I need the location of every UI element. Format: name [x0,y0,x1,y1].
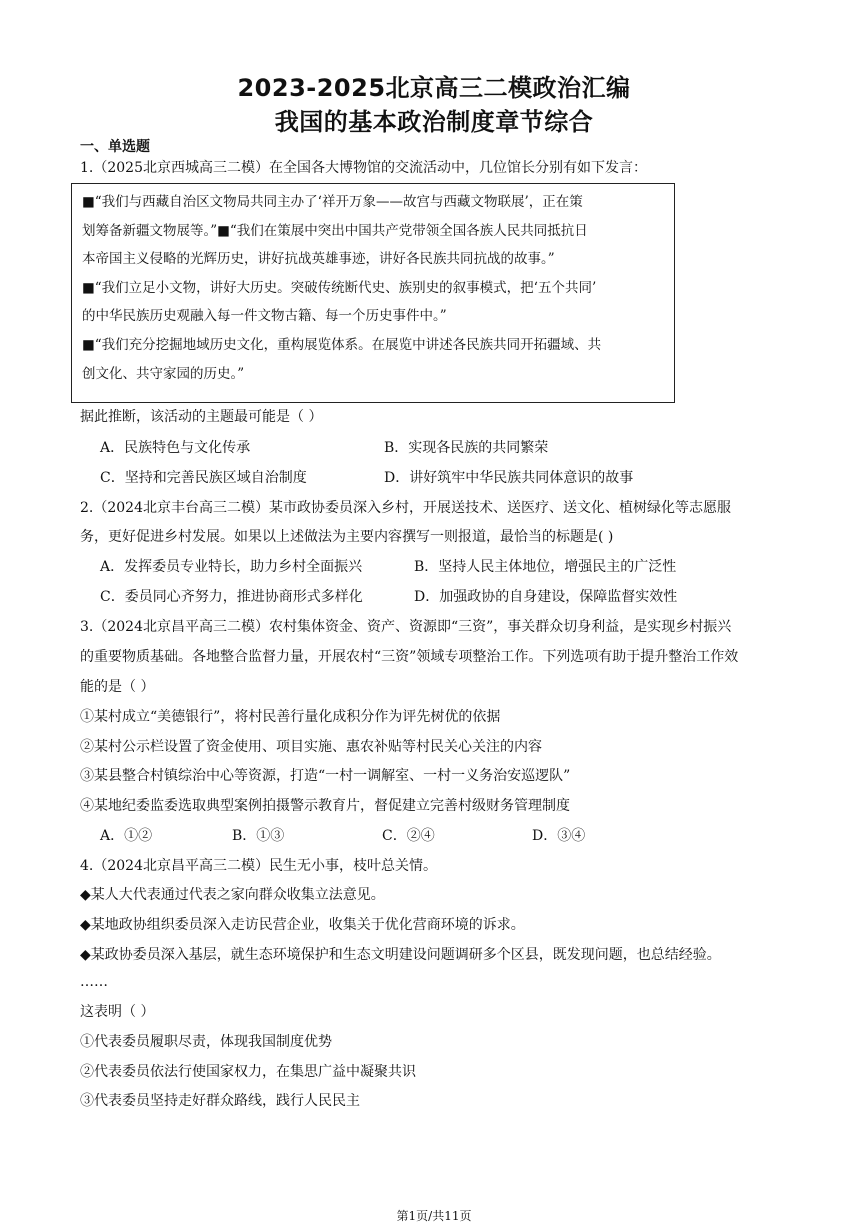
q1-stem: 1.（2025北京西城高三二模）在全国各大博物馆的交流活动中，几位馆长分别有如下发言： [80,160,647,176]
q3-item-1: ①某村成立“美德银行”，将村民善行量化成积分作为评先树优的依据 [80,709,501,725]
q4-item-2: ◆某地政协组织委员深入走访民营企业，收集关于优化营商环境的诉求。 [80,917,525,933]
q1-option-a: A．民族特色与文化传承 [100,440,251,456]
q1-box-line: 本帝国主义侵略的光辉历史，讲好抗战英雄事迹，讲好各民族共同抗战的故事。” [82,251,555,268]
q3-stem-line3: 能的是（ ） [80,679,155,695]
q2-option-c: C．委员同心齐努力，推进协商形式多样化 [100,589,363,605]
q4-stem: 4.（2024北京昌平高三二模）民生无小事，枝叶总关情。 [80,858,437,874]
q1-box-line: ■“我们立足小文物，讲好大历史。突破传统断代史、族别史的叙事模式，把‘五个共同’ [82,279,597,296]
q3-option-d: D．③④ [532,828,586,844]
q3-item-3: ③某县整合村镇综治中心等资源，打造“一村一调解室、一村一义务治安巡逻队” [80,768,571,784]
q1-box-line: ■“我们与西藏自治区文物局共同主办了‘祥开万象——故宫与西藏文物联展’，正在策 [82,194,583,210]
page-footer: 第1页/共11页 [396,1209,472,1223]
q1-question: 据此推断，该活动的主题最可能是（ ） [80,409,323,425]
q2-stem-line2: 务，更好促进乡村发展。如果以上述做法为主要内容撰写一则报道，最恰当的标题是( ) [80,529,614,545]
q1-box-line: 创文化、共守家园的历史。” [82,365,245,382]
q2-stem-line1: 2.（2024北京丰台高三二模）某市政协委员深入乡村，开展送技术、送医疗、送文化、植树绿化等志愿服 [80,500,731,516]
section-heading: 一、单选题 [80,139,150,155]
q4-option-2: ②代表委员依法行使国家权力，在集思广益中凝聚共识 [80,1064,416,1080]
q1-quote-box [71,183,675,403]
q1-box-line: 划筹备新疆文物展等。”■“我们在策展中突出中国共产党带领全国各族人民共同抵抗日 [82,222,588,239]
document-title-line1: 2023-2025北京高三二模政治汇编 [237,74,631,102]
q1-option-b: B．实现各民族的共同繁荣 [384,440,549,456]
q2-option-a: A．发挥委员专业特长，助力乡村全面振兴 [100,559,363,575]
q1-option-d: D．讲好筑牢中华民族共同体意识的故事 [384,470,634,486]
q2-option-d: D．加强政协的自身建设，保障监督实效性 [414,589,678,605]
q2-option-b: B．坚持人民主体地位，增强民主的广泛性 [414,559,677,575]
q3-option-b: B．①③ [232,828,285,844]
q4-item-1: ◆某人大代表通过代表之家向群众收集立法意见。 [80,887,385,903]
q4-option-3: ③代表委员坚持走好群众路线，践行人民民主 [80,1093,360,1109]
q3-option-c: C．②④ [382,828,435,844]
q1-box-line: 的中华民族历史观融入每一件文物古籍、每一个历史事件中。” [82,308,447,325]
q3-stem-line1: 3.（2024北京昌平高三二模）农村集体资金、资产、资源即“三资”，事关群众切身利益，是实现乡村振兴 [80,619,732,635]
q3-stem-line2: 的重要物质基础。各地整合监督力量，开展农村“三资”领域专项整治工作。下列选项有助于提升整治工作效 [80,649,739,665]
document-title-line2: 我国的基本政治制度章节综合 [274,108,594,136]
q3-item-2: ②某村公示栏设置了资金使用、项目实施、惠农补贴等村民关心关注的内容 [80,739,542,755]
q3-option-a: A．①② [100,828,153,844]
q4-item-3: ◆某政协委员深入基层，就生态环境保护和生态文明建设问题调研多个区县，既发现问题，也总结经验。 [80,947,721,963]
q1-box-line: ■“我们充分挖掘地域历史文化，重构展览体系。在展览中讲述各民族共同开拓疆域、共 [82,336,602,353]
q1-option-c: C．坚持和完善民族区域自治制度 [100,470,307,486]
q4-question: 这表明（ ） [80,1004,155,1020]
q4-ellipsis: …… [80,974,108,990]
q3-item-4: ④某地纪委监委选取典型案例拍摄警示教育片，督促建立完善村级财务管理制度 [80,798,570,814]
q4-option-1: ①代表委员履职尽责，体现我国制度优势 [80,1034,332,1050]
